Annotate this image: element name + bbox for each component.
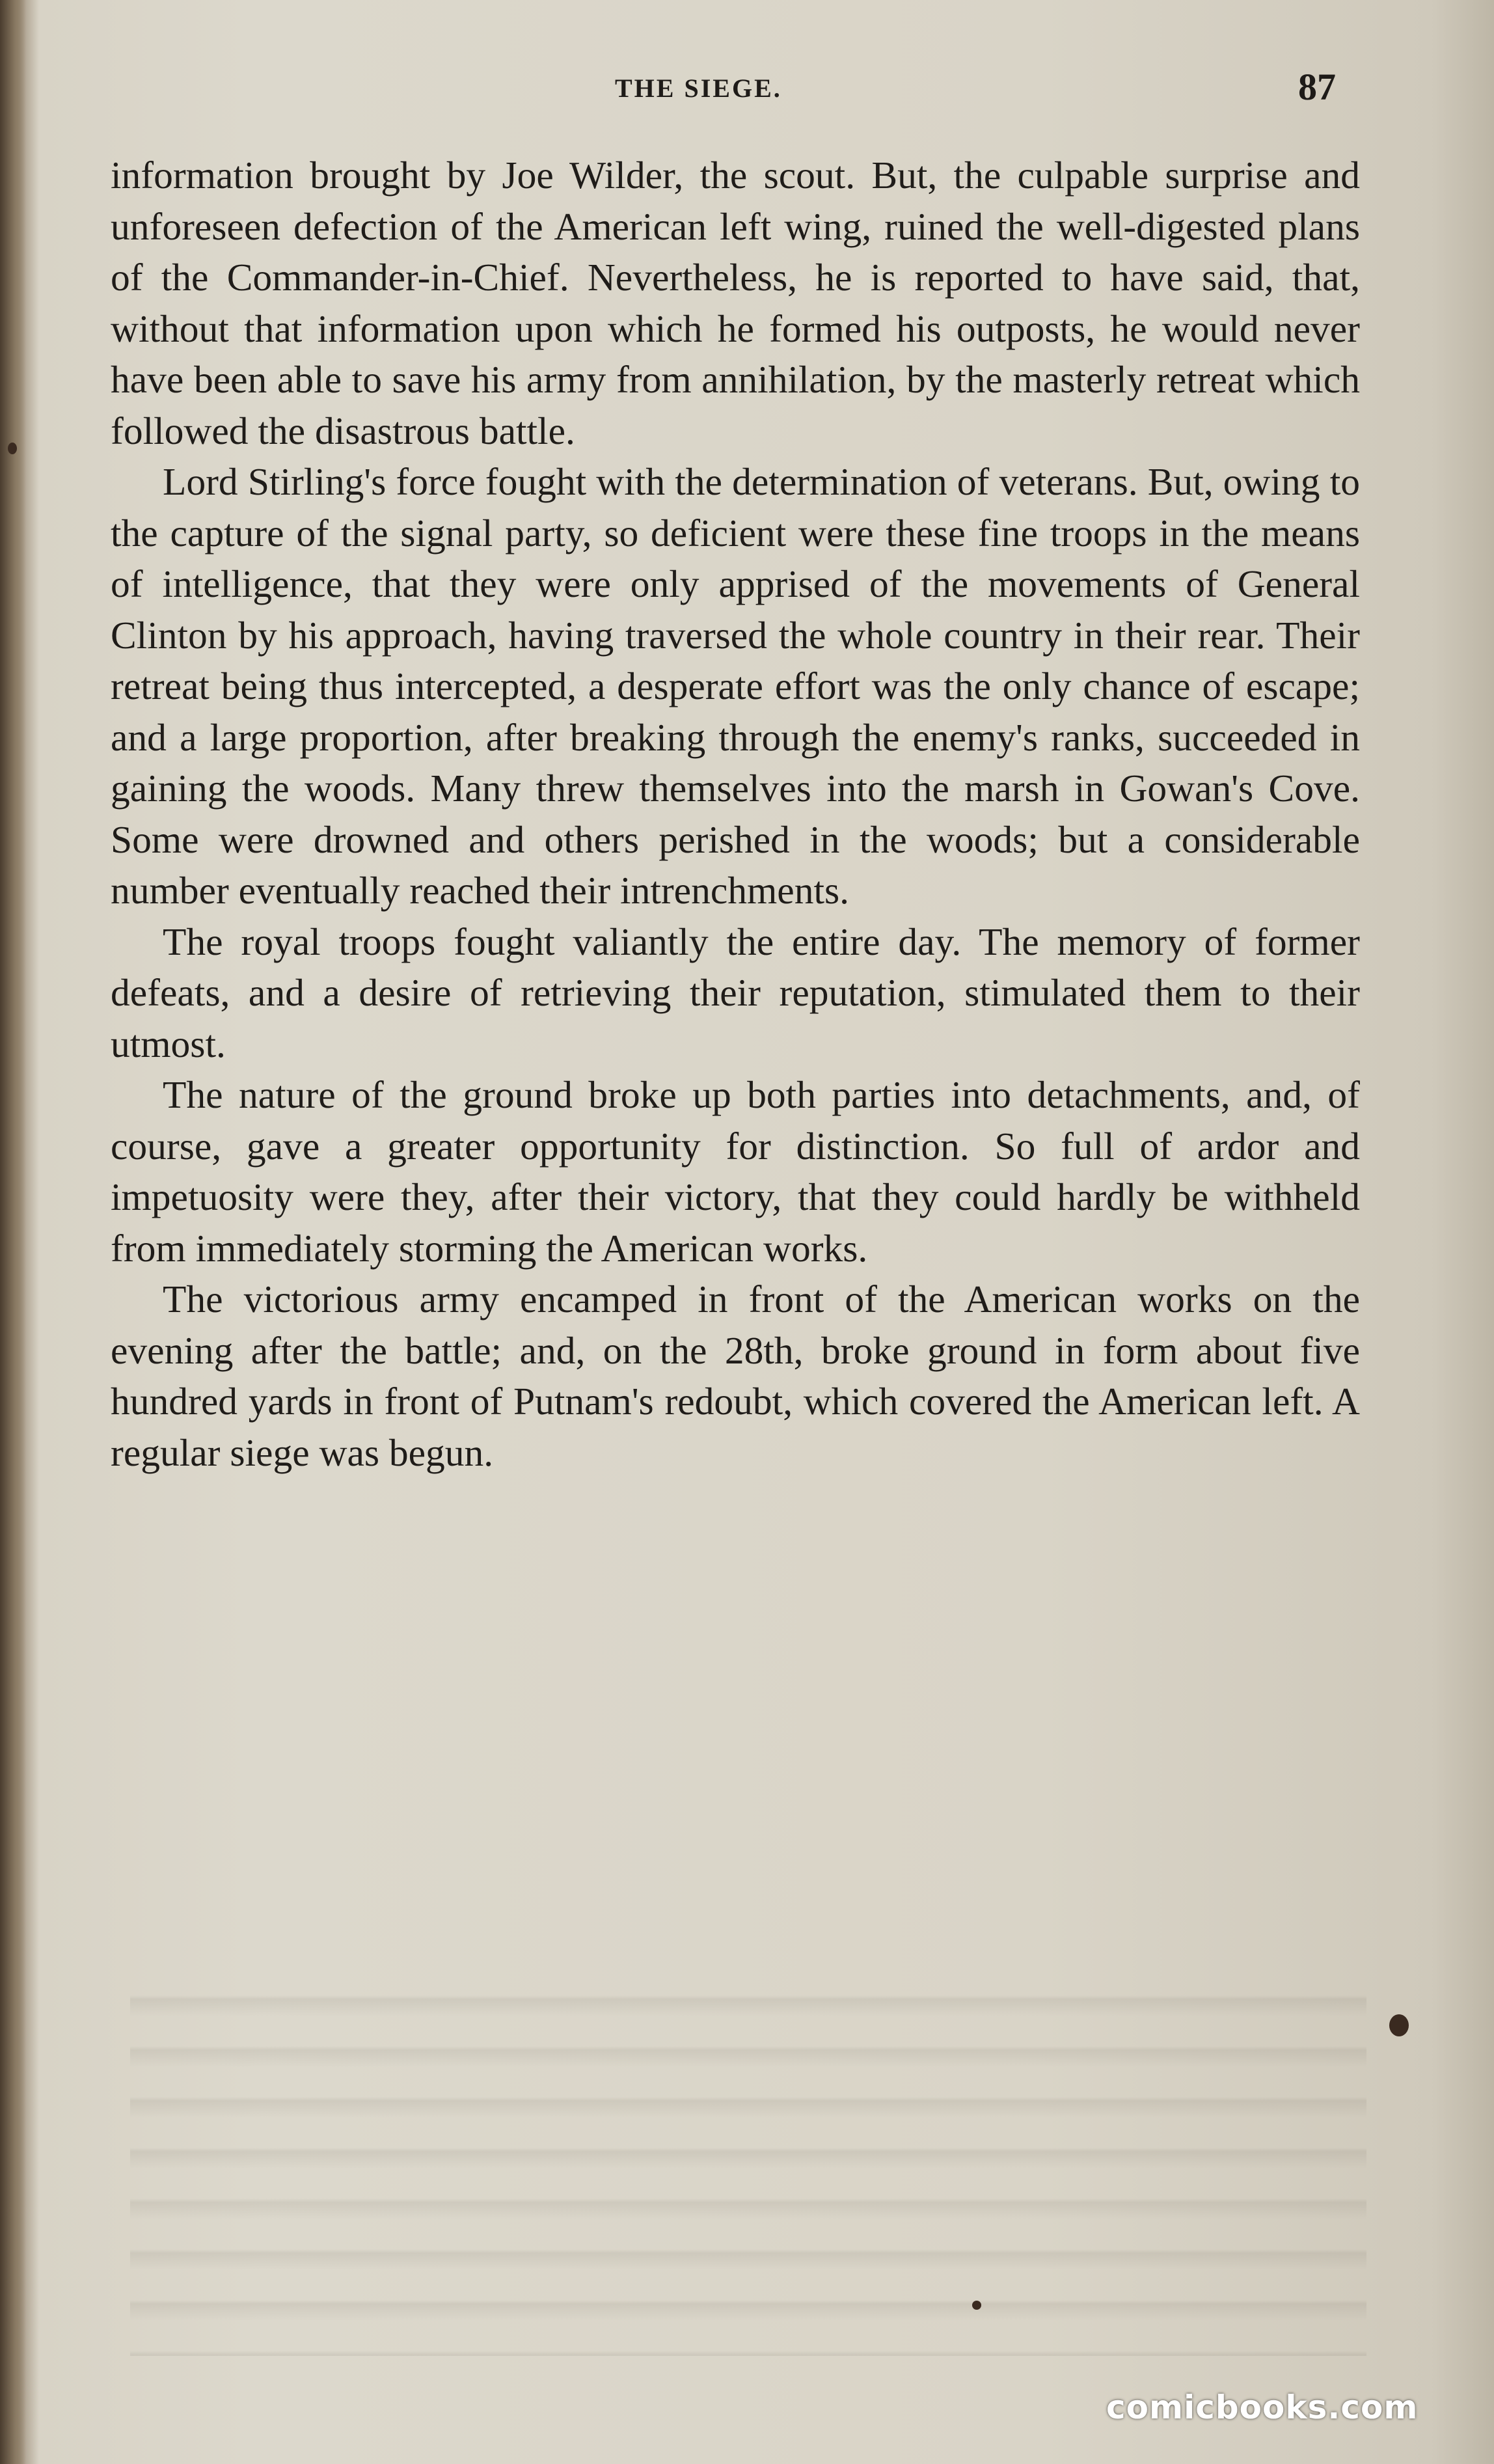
ink-spot (972, 2301, 981, 2310)
paragraph-4: The nature of the ground broke up both parties into detachments, and, of course, gave a greater opportunity for distinction. So full of ardor and impetuosity were they, after their victory, that they could hardly be withheld from immediately storming the American works. (111, 1073, 1360, 1270)
watermark: comicbooks.com (1106, 2389, 1419, 2426)
paragraph-2: Lord Stirling's force fought with the determination of veterans. But, owing to the capture of the signal party, so deficient were these fine troops in the means of intelligence, that they were only apprised of the movements of General Clinton by his approach, having traversed the whole country in their rear. Their retreat being thus intercepted, a desperate effort was the only chance of escape; and a large proportion, after breaking through the enemy's ranks, succeeded in gaining the woods. Many threw themselves into the marsh in Gowan's Cove. Some were drowned and others perished in the woods; but a considerable number eventually reached their intrenchments. (111, 460, 1360, 912)
ink-spot (8, 443, 17, 454)
ink-spot (1389, 2014, 1409, 2036)
body-text (111, 150, 1360, 1478)
book-gutter (0, 0, 26, 2464)
paragraph-5: The victorious army encamped in front of the American works on the evening after the battle; and, on the 28th, broke ground in form about five hundred yards in front of Putnam's redoubt, which covered the American left. A regular siege was begun. (111, 1278, 1360, 1474)
bleed-through-text (130, 1965, 1366, 2356)
paragraph-1: information brought by Joe Wilder, the scout. But, the culpable surprise and unforeseen defection of the American left wing, ruined the well-digested plans of the Commander-in-Chief. Nevertheless, he is reported to have said, that, without that information upon which he formed his outposts, he would never have been able to save his army from annihilation, by the masterly retreat which followed the disastrous battle. (111, 154, 1360, 452)
page-header (0, 65, 1494, 117)
paragraph-3: The royal troops fought valiantly the entire day. The memory of former defeats, and a desire of retrieving their reputation, stimulated them to their utmost. (111, 920, 1360, 1065)
running-head: THE SIEGE. (615, 74, 782, 103)
page-number: 87 (1298, 66, 1336, 108)
